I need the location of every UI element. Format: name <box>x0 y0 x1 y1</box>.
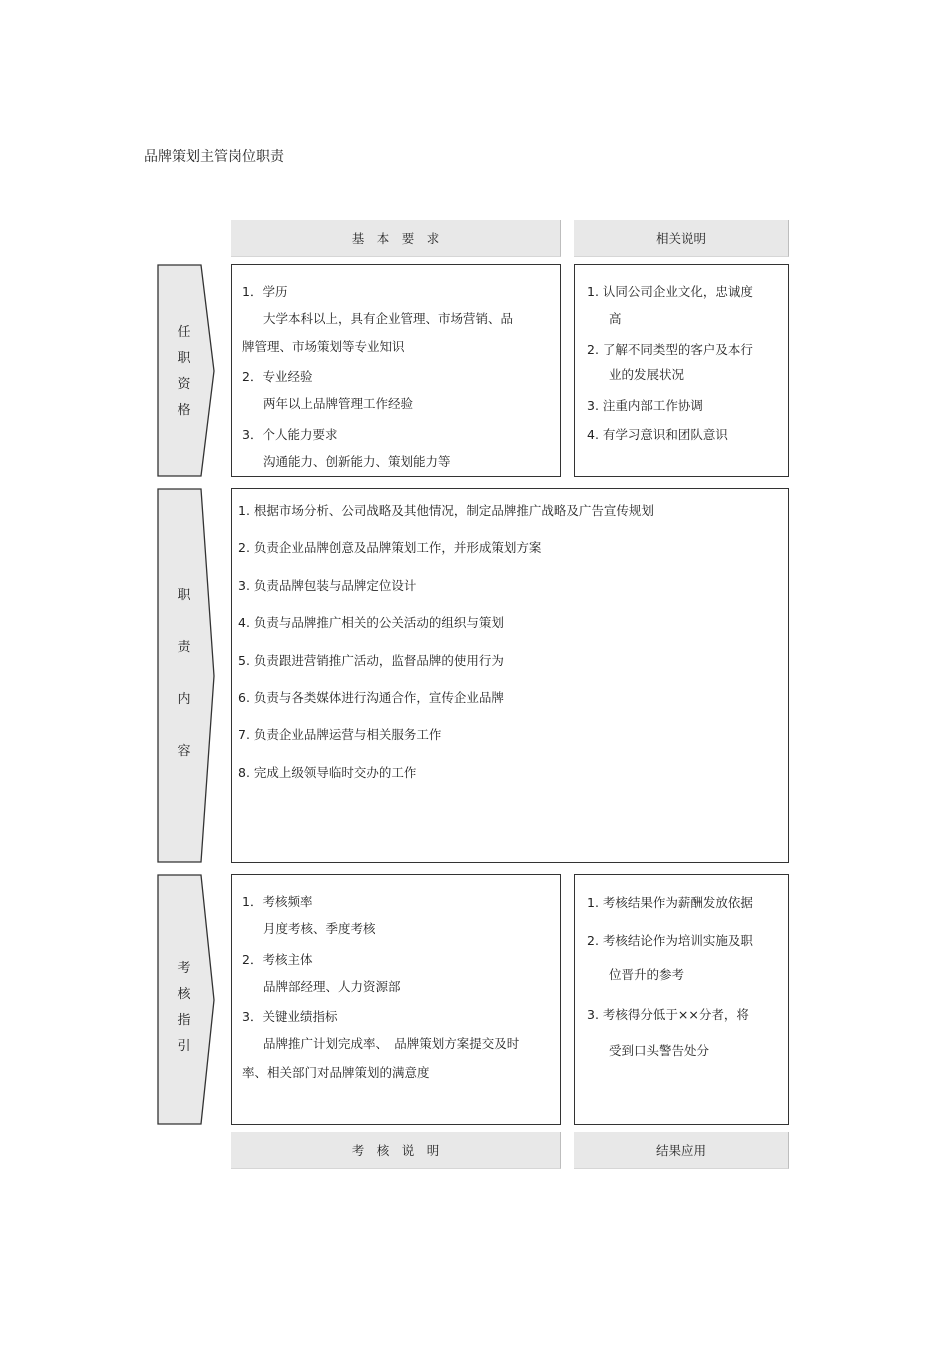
header-assessment-notes: 考 核 说 明 <box>231 1132 561 1169</box>
section-label-char: 核 <box>177 987 191 1002</box>
qualification-basic-line: 牌管理、市场策划等专业知识 <box>242 339 405 354</box>
section-label-char: 指 <box>177 1013 191 1028</box>
header-basic-requirements: 基 本 要 求 <box>231 220 561 257</box>
qualification-related-line: 1. 认同公司企业文化，忠诚度 <box>587 284 753 299</box>
duty-item: 4. 负责与品牌推广相关的公关活动的组织与策划 <box>238 615 504 630</box>
qualification-basic-line: 沟通能力、创新能力、策划能力等 <box>263 454 451 469</box>
qualification-related-line: 3. 注重内部工作协调 <box>587 398 703 413</box>
section-label-duties <box>170 584 198 759</box>
qualification-basic-line: 3．个人能力要求 <box>242 427 338 442</box>
duty-item: 1. 根据市场分析、公司战略及其他情况，制定品牌推广战略及广告宣传规划 <box>238 503 654 518</box>
qualification-related-line: 4. 有学习意识和团队意识 <box>587 427 728 442</box>
duty-item: 8. 完成上级领导临时交办的工作 <box>238 765 417 780</box>
qualification-basic-line: 1．学历 <box>242 284 288 299</box>
section-label-char: 责 <box>177 640 191 655</box>
assessment-basic-line: 品牌部经理、人力资源部 <box>263 979 401 994</box>
assessment-result-line: 位晋升的参考 <box>609 967 685 982</box>
section-label-char: 职 <box>177 588 191 603</box>
assessment-result-line: 3. 考核得分低于××分者，将 <box>587 1007 749 1022</box>
header-related-notes: 相关说明 <box>574 220 789 257</box>
section-label-char: 资 <box>177 377 191 392</box>
assessment-basic-line: 1．考核频率 <box>242 894 313 909</box>
section-label-char: 职 <box>177 351 191 366</box>
section-label-char: 考 <box>177 961 191 976</box>
qualification-basic-line: 大学本科以上，具有企业管理、市场营销、品 <box>263 311 514 326</box>
header-result-application: 结果应用 <box>574 1132 789 1169</box>
section-label-char: 内 <box>177 692 191 707</box>
assessment-basic-line: 率、相关部门对品牌策划的满意度 <box>242 1065 430 1080</box>
assessment-basic-line: 品牌推广计划完成率、 品牌策划方案提交及时 <box>263 1036 520 1051</box>
assessment-result-line: 2. 考核结论作为培训实施及职 <box>587 933 753 948</box>
document-title: 品牌策划主管岗位职责 <box>144 149 284 165</box>
assessment-result-box <box>574 874 789 1125</box>
qualification-basic-line: 2．专业经验 <box>242 369 313 384</box>
duty-item: 3. 负责品牌包装与品牌定位设计 <box>238 578 417 593</box>
section-label-char: 容 <box>177 744 191 759</box>
section-label-char: 引 <box>177 1039 191 1054</box>
qualification-related-line: 业的发展状况 <box>609 367 685 382</box>
duty-item: 2. 负责企业品牌创意及品牌策划工作，并形成策划方案 <box>238 540 542 555</box>
section-label-char: 格 <box>177 403 191 418</box>
section-label-qualification <box>170 321 198 418</box>
qualification-related-line: 2. 了解不同类型的客户及本行 <box>587 342 753 357</box>
qualification-basic-line: 两年以上品牌管理工作经验 <box>263 396 414 411</box>
section-label-char: 任 <box>177 325 191 340</box>
assessment-basic-line: 月度考核、季度考核 <box>263 921 376 936</box>
section-label-assessment <box>170 957 198 1054</box>
duty-item: 5. 负责跟进营销推广活动，监督品牌的使用行为 <box>238 653 504 668</box>
assessment-result-line: 1. 考核结果作为薪酬发放依据 <box>587 895 753 910</box>
duty-item: 7. 负责企业品牌运营与相关服务工作 <box>238 727 442 742</box>
assessment-basic-line: 3．关键业绩指标 <box>242 1009 338 1024</box>
assessment-result-line: 受到口头警告处分 <box>609 1043 710 1058</box>
assessment-basic-box <box>231 874 561 1125</box>
qualification-related-line: 高 <box>609 311 622 326</box>
duty-item: 6. 负责与各类媒体进行沟通合作，宣传企业品牌 <box>238 690 504 705</box>
assessment-basic-line: 2．考核主体 <box>242 952 313 967</box>
